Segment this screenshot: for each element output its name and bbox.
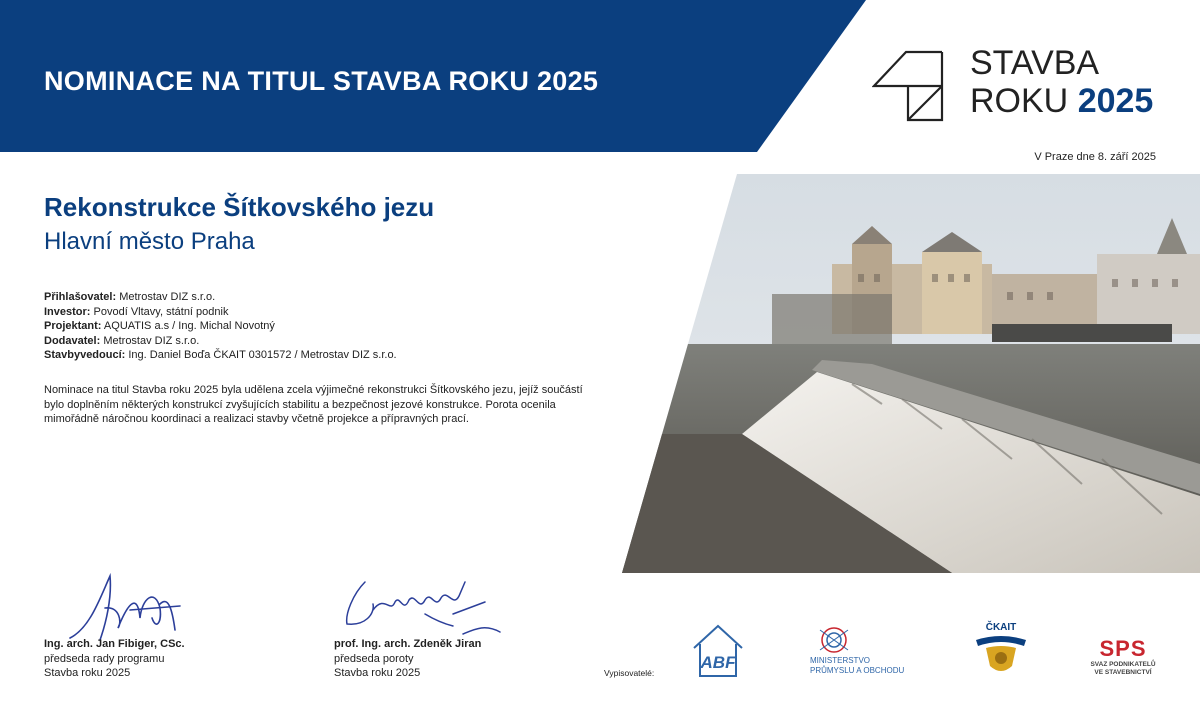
signer-1-role: předseda rady programu bbox=[44, 652, 165, 665]
abf-text: ABF bbox=[700, 653, 736, 672]
mpo-text: MINISTERSTVO PRŮMYSLU A OBCHODU bbox=[810, 656, 905, 675]
signer-1-name: Ing. arch. Jan Fibiger, CSc. bbox=[44, 638, 185, 650]
signer-1-program: Stavba roku 2025 bbox=[44, 667, 131, 680]
abf-house-icon bbox=[690, 622, 746, 680]
issuers-label: Vypisovatelé: bbox=[604, 668, 655, 678]
credit-site-manager: Stavbyvedoucí: Ing. Daniel Boďa ČKAIT 0301572 / Metrostav DIZ s.r.o. bbox=[44, 349, 397, 362]
abf-logo bbox=[690, 622, 746, 680]
nomination-description: Nominace na titul Stavba roku 2025 byla udělena zcela výjimečné rekonstrukci Šítkovského jezu, jejíž součástí bylo doplněním některých konstrukcí zvyšujících stabilitu a bezpečnost jezové konstrukce. Porota ocenila mimořádně náročnou koordinaci a realizaci stavby včetně projekce a přípravných prací. bbox=[44, 384, 583, 426]
sps-logo bbox=[1086, 638, 1160, 682]
ckait-shield-icon bbox=[974, 634, 1028, 678]
signature-fibiger bbox=[60, 568, 200, 648]
sps-text: SPS bbox=[1099, 636, 1147, 661]
signer-2-program: Stavba roku 2025 bbox=[334, 667, 421, 680]
credit-investor: Investor: Povodí Vltavy, státní podnik bbox=[44, 305, 229, 318]
mpo-logo bbox=[806, 624, 918, 680]
logo-word-roku: ROKU bbox=[970, 82, 1069, 120]
project-place: Hlavní město Praha bbox=[44, 228, 255, 255]
logo-wordmark bbox=[970, 44, 1153, 120]
issue-date: V Praze dne 8. září 2025 bbox=[1034, 151, 1156, 163]
ckait-logo bbox=[974, 622, 1028, 680]
credit-designer: Projektant: AQUATIS a.s / Ing. Michal Novotný bbox=[44, 320, 275, 333]
signer-2 bbox=[334, 637, 481, 681]
weir-photo bbox=[622, 174, 1200, 573]
certificate-title: NOMINACE NA TITUL STAVBA ROKU 2025 bbox=[44, 66, 599, 96]
logo-line-2 bbox=[970, 82, 1153, 120]
logo-line-1: STAVBA bbox=[970, 44, 1100, 82]
project-title: Rekonstrukce Šítkovského jezu bbox=[44, 192, 435, 222]
signer-1 bbox=[44, 637, 185, 681]
ckait-text: ČKAIT bbox=[985, 622, 1017, 633]
signature-jiran bbox=[335, 574, 505, 644]
credits-list bbox=[44, 290, 397, 363]
signer-2-name: prof. Ing. arch. Zdeněk Jiran bbox=[334, 638, 482, 650]
credit-applicant: Přihlašovatel: Metrostav DIZ s.r.o. bbox=[44, 291, 216, 303]
logo-year: 2025 bbox=[1077, 82, 1154, 120]
mpo-emblem-icon bbox=[806, 624, 918, 656]
credit-contractor: Dodavatel: Metrostav DIZ s.r.o. bbox=[44, 334, 200, 347]
sps-subtitle: SVAZ PODNIKATELŮ VE STAVEBNICTVÍ bbox=[1090, 661, 1156, 676]
signer-2-role: předseda poroty bbox=[334, 652, 414, 665]
